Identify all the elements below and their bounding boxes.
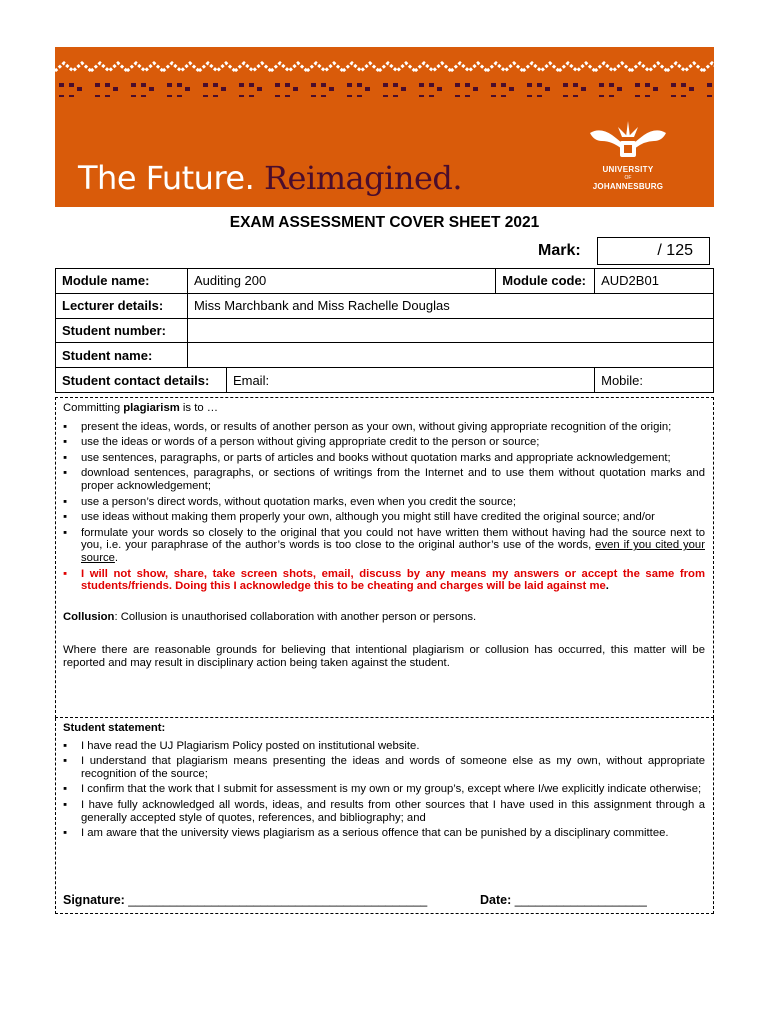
- list-item-text: I understand that plagiarism means presenting the ideas and words of someone else as my own, without appropriate recognition of the source;: [81, 755, 705, 780]
- collusion-text: : Collusion is unauthorised collaboration with another person or persons.: [114, 610, 477, 623]
- list-item-text: use a person’s direct words, without quotation marks, even when you credit the source;: [81, 495, 516, 508]
- bullet-icon: ▪: [63, 467, 68, 480]
- bullet-icon: ▪: [63, 495, 68, 508]
- email-field[interactable]: [226, 368, 594, 393]
- crest-icon: [586, 119, 670, 163]
- email-label: Email:: [232, 372, 270, 388]
- module-name-field[interactable]: Auditing 200: [187, 269, 495, 294]
- bullet-icon: ▪: [63, 739, 68, 752]
- module-code-field[interactable]: AUD2B01: [595, 269, 714, 294]
- tagline-part2: Reimagined.: [263, 159, 463, 197]
- bullet-icon: ▪: [63, 567, 68, 580]
- student-statement-section: [55, 718, 714, 914]
- list-item-end: .: [114, 551, 119, 564]
- bullet-icon: ▪: [63, 420, 68, 433]
- statement-heading: Student statement:: [63, 722, 166, 734]
- tagline: [78, 159, 462, 197]
- table-row: [56, 318, 714, 343]
- bullet-icon: ▪: [63, 436, 68, 449]
- list-item: [63, 783, 705, 796]
- list-item: [63, 511, 705, 524]
- warning-text: I will not show, share, take screen shots, email, discuss by any means my answers or accept the same from students/friends. Doing this I acknowledge this to be cheating and charges will be laid against me: [81, 567, 705, 593]
- bullet-icon: ▪: [63, 783, 68, 796]
- list-item-text: use ideas without making them properly your own, although you might still have credited the original source; and/or: [81, 511, 655, 524]
- date-line: ___________________: [514, 893, 647, 907]
- table-row: [56, 368, 714, 393]
- date-field[interactable]: [480, 894, 647, 907]
- mobile-field[interactable]: [595, 368, 714, 393]
- collusion-paragraph: [63, 611, 705, 624]
- list-item: [63, 755, 705, 780]
- module-code-label: Module code:: [496, 269, 595, 294]
- plagiarism-intro: [63, 402, 705, 415]
- logo-line3: JOHANNESBURG: [592, 182, 664, 191]
- intro-bold: plagiarism: [123, 402, 180, 414]
- list-item: [63, 452, 705, 465]
- table-row: [56, 269, 714, 294]
- grounds-paragraph: Where there are reasonable grounds for believing that intentional plagiarism or collusion has occurred, this matter will be reported and may result in disciplinary action being taken against the student.: [63, 644, 705, 669]
- list-item: [63, 436, 705, 449]
- list-item: [63, 467, 705, 492]
- mark-field[interactable]: / 125: [597, 237, 710, 265]
- list-item: [63, 827, 705, 840]
- list-item-text: use the ideas or words of a person without giving appropriate credit to the person or source;: [81, 436, 540, 449]
- mark-label: Mark:: [538, 242, 581, 259]
- logo-line1: UNIVERSITY: [602, 165, 654, 174]
- lecturer-label: Lecturer details:: [56, 293, 188, 318]
- university-logo: [583, 119, 673, 191]
- list-item-text: I confirm that the work that I submit for assessment is my own or my group’s, except where I/we explicitly indicate otherwise;: [81, 783, 702, 796]
- list-item: [63, 496, 705, 509]
- list-item: [63, 740, 705, 753]
- list-item-warning: [63, 568, 705, 593]
- list-item: [63, 799, 705, 824]
- lecturer-field[interactable]: Miss Marchbank and Miss Rachelle Douglas: [187, 293, 713, 318]
- plagiarism-list: [63, 421, 705, 593]
- module-name-label: Module name:: [56, 269, 188, 294]
- student-number-label: Student number:: [56, 318, 188, 343]
- tagline-part1: The Future.: [78, 159, 255, 197]
- intro-text-end: is to …: [179, 402, 219, 414]
- logo-line2: OF: [624, 175, 632, 181]
- list-item-text: I am aware that the university views plagiarism as a serious offence that can be punished by a disciplinary committee.: [81, 827, 669, 840]
- page-title: EXAM ASSESSMENT COVER SHEET 2021: [229, 214, 540, 231]
- table-row: [56, 293, 714, 318]
- student-info-table: [55, 268, 714, 393]
- list-item-text: I have fully acknowledged all words, ideas, and results from other sources that I have used in this assignment through a generally accepted style of quotes, references, and bibliography; and: [81, 798, 705, 824]
- signature-label: Signature:: [63, 893, 125, 907]
- list-item-text: use sentences, paragraphs, or parts of articles and books without quotation marks and appropriate acknowledgement;: [81, 451, 671, 464]
- signature-line: ___________________________________________: [128, 893, 428, 907]
- bullet-icon: ▪: [63, 526, 68, 539]
- underlined-text: even if you cited your source: [81, 539, 705, 564]
- student-name-field[interactable]: [187, 343, 713, 368]
- list-item-text: download sentences, paragraphs, or sections of writings from the Internet and to use them without quotation marks and proper acknowledgement;: [81, 467, 705, 492]
- bullet-icon: ▪: [63, 511, 68, 524]
- list-item-text: present the ideas, words, or results of another person as your own, without giving appropriate recognition of the origin;: [81, 420, 672, 433]
- list-item: [63, 421, 705, 434]
- student-name-label: Student name:: [56, 343, 188, 368]
- student-number-field[interactable]: [187, 318, 713, 343]
- warning-end: .: [605, 580, 609, 593]
- bullet-icon: ▪: [63, 798, 68, 811]
- bullet-icon: ▪: [63, 827, 68, 840]
- intro-text: Committing: [63, 402, 124, 414]
- list-item-text: I have read the UJ Plagiarism Policy posted on institutional website.: [81, 739, 420, 752]
- bullet-icon: ▪: [63, 451, 68, 464]
- list-item-text: formulate your words so closely to the original that you could not have written them without having had the source next to you, i.e. your paraphrase of the author’s words is too close to the original author’s use of the words,: [81, 526, 705, 552]
- signature-field[interactable]: [63, 894, 427, 907]
- list-item: [63, 527, 705, 565]
- mobile-label: Mobile:: [601, 372, 644, 388]
- collusion-bold: Collusion: [63, 610, 115, 623]
- plagiarism-section: [55, 397, 714, 718]
- date-label: Date:: [480, 893, 512, 907]
- statement-list: [63, 740, 705, 840]
- bullet-icon: ▪: [63, 755, 68, 768]
- decorative-pattern: [55, 57, 714, 107]
- table-row: [56, 343, 714, 368]
- header-banner: [55, 47, 714, 207]
- contact-label: Student contact details:: [56, 368, 227, 393]
